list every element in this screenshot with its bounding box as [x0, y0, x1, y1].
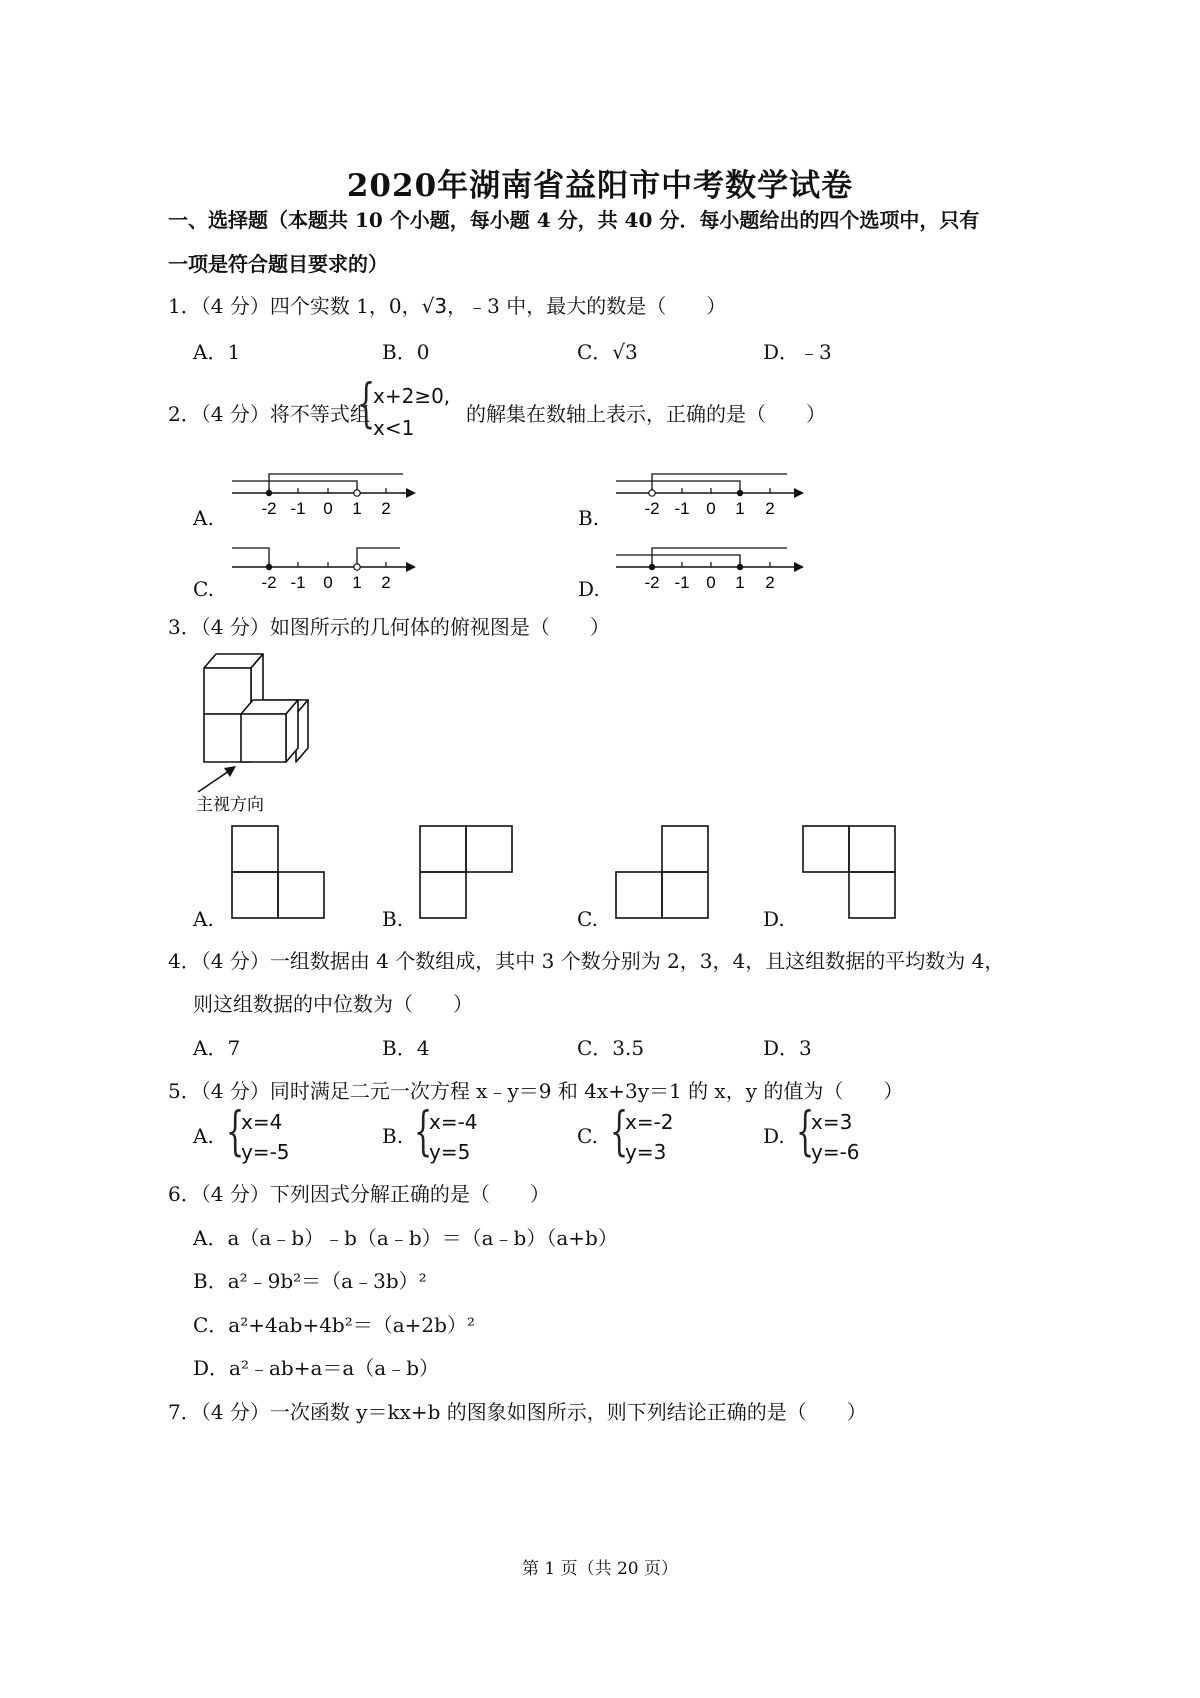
- option-c-line1: x=-2: [625, 1110, 674, 1134]
- question-text: 将不等式组: [269, 402, 370, 426]
- question-score: （4 分）: [200, 402, 270, 426]
- tick-label: 1: [735, 573, 745, 592]
- cube-front-face: [204, 668, 251, 714]
- option-c: C．√3: [577, 340, 638, 364]
- question-5: [168, 1075, 903, 1104]
- option-d-line2: y=-6: [811, 1140, 860, 1164]
- system-brace: {: [796, 1102, 815, 1162]
- question-score: （4 分）: [200, 1182, 270, 1206]
- option-b: B．0: [382, 340, 430, 364]
- option-a: A．a（a﹣b）﹣b（a﹣b）＝（a﹣b）（a+b）: [193, 1226, 618, 1250]
- option-d: D．﹣3: [763, 340, 832, 364]
- option-d-label: D.: [763, 907, 785, 931]
- solution-bracket: [269, 474, 403, 493]
- question-6: [168, 1178, 550, 1207]
- direction-label: 主视方向: [196, 795, 264, 814]
- closed-dot: [649, 564, 655, 570]
- page-footer: 第 1 页（共 20 页）: [521, 1559, 679, 1579]
- tick-label: 2: [765, 499, 775, 518]
- system-brace: {: [226, 1102, 245, 1162]
- option-c: C．3.5: [577, 1036, 645, 1060]
- option-b-label: B.: [382, 907, 404, 931]
- question-4: [168, 945, 1004, 974]
- tick-label: -2: [644, 573, 660, 592]
- option-b-line1: x=-4: [429, 1110, 478, 1134]
- option-b-label: B.: [578, 506, 600, 530]
- open-dot: [354, 490, 360, 496]
- question-number: 7．: [168, 1400, 201, 1424]
- question-text: 四个实数 1，0，: [269, 294, 422, 318]
- system-brace: {: [414, 1102, 433, 1162]
- tick-label: 2: [381, 573, 391, 592]
- closed-dot: [266, 564, 272, 570]
- axis-arrow: [406, 488, 416, 498]
- closed-dot: [737, 564, 743, 570]
- question-number: 2．: [168, 402, 201, 426]
- question-text: 一组数据由 4 个数组成，其中 3 个数分别为 2，3，4，且这组数据的平均数为 4，: [269, 949, 1005, 973]
- direction-arrowhead: [224, 766, 236, 777]
- cube-front-face: [241, 714, 286, 762]
- closed-dot: [737, 490, 743, 496]
- option-b-label: B.: [382, 1124, 404, 1148]
- question-number: 3．: [168, 615, 201, 639]
- tick-label: -1: [290, 573, 306, 592]
- option-d-label: D.: [578, 577, 600, 601]
- option-a-label: A.: [193, 1124, 214, 1148]
- question-score: （4 分）: [200, 615, 270, 639]
- section-heading-line1: 一、选择题（本题共 10 个小题，每小题 4 分，共 40 分．每小题给出的四个选项中，只有: [168, 208, 980, 232]
- top-view-a: [230, 824, 330, 922]
- system-brace: {: [610, 1102, 629, 1162]
- option-b: B．a²﹣9b²＝（a﹣3b）²: [193, 1269, 427, 1293]
- inequality-line-1: x+2≥0,: [373, 384, 451, 408]
- top-view-b: [418, 824, 518, 922]
- inequality-line-2: x<1: [373, 416, 415, 440]
- top-view-d: [801, 824, 901, 922]
- tick-label: 0: [706, 573, 716, 592]
- tick-label: 0: [323, 499, 333, 518]
- option-c-label: C.: [193, 577, 214, 601]
- page-title: 2020年湖南省益阳市中考数学试卷: [346, 168, 854, 204]
- option-a-label: A.: [193, 907, 214, 931]
- question-text: ，﹣3 中，最大的数是（ ）: [447, 294, 727, 318]
- tick-label: -2: [261, 499, 277, 518]
- question-text: 同时满足二元一次方程 x﹣y＝9 和 4x+3y＝1 的 x，y 的值为（ ）: [269, 1079, 904, 1103]
- question-text-line2: 则这组数据的中位数为（ ）: [193, 992, 473, 1016]
- option-d-label: D.: [763, 1124, 785, 1148]
- sqrt-three: √3: [421, 294, 448, 318]
- option-a: A．1: [193, 340, 241, 364]
- tick-label: 1: [352, 499, 362, 518]
- direction-arrow: [198, 769, 232, 792]
- option-b-line2: y=5: [429, 1140, 471, 1164]
- option-c-label: C.: [577, 907, 598, 931]
- question-text: 如图所示的几何体的俯视图是（ ）: [269, 615, 610, 639]
- cube-stack-figure: [190, 650, 320, 815]
- system-brace: {: [357, 374, 376, 434]
- section-heading-line2: 一项是符合题目要求的）: [168, 252, 388, 276]
- option-c-line2: y=3: [625, 1140, 667, 1164]
- question-number: 1．: [168, 294, 201, 318]
- tick-label: -1: [290, 499, 306, 518]
- question-score: （4 分）: [200, 294, 270, 318]
- number-line-c: [228, 540, 418, 596]
- tick-label: -1: [674, 573, 690, 592]
- question-score: （4 分）: [200, 949, 270, 973]
- open-dot: [649, 490, 655, 496]
- tick-label: 1: [352, 573, 362, 592]
- question-7: [168, 1396, 867, 1425]
- tick-label: 2: [765, 573, 775, 592]
- tick-label: 1: [735, 499, 745, 518]
- option-d-line1: x=3: [811, 1110, 853, 1134]
- question-text: 一次函数 y＝kx+b 的图象如图所示，则下列结论正确的是（ ）: [269, 1400, 867, 1424]
- question-number: 6．: [168, 1182, 201, 1206]
- question-text: 下列因式分解正确的是（ ）: [269, 1182, 550, 1206]
- option-d: D．a²﹣ab+a＝a（a﹣b）: [193, 1356, 440, 1380]
- tick-label: -2: [644, 499, 660, 518]
- tick-label: 0: [323, 573, 333, 592]
- question-text: 的解集在数轴上表示，正确的是（ ）: [466, 402, 826, 426]
- tick-label: 2: [381, 499, 391, 518]
- number-line-a: [228, 466, 418, 522]
- question-number: 4．: [168, 949, 201, 973]
- tick-label: -2: [261, 573, 277, 592]
- number-line-d: [612, 540, 807, 596]
- question-score: （4 分）: [200, 1400, 270, 1424]
- option-d: D．3: [763, 1036, 812, 1060]
- option-a: A．7: [193, 1036, 241, 1060]
- option-c: C．a²+4ab+4b²＝（a+2b）²: [193, 1313, 475, 1337]
- option-a-line2: y=-5: [241, 1140, 290, 1164]
- solution-bracket: [232, 481, 357, 493]
- tick-label: 0: [706, 499, 716, 518]
- question-number: 5．: [168, 1079, 201, 1103]
- tick-label: -1: [674, 499, 690, 518]
- top-view-c: [614, 824, 714, 922]
- closed-dot: [266, 490, 272, 496]
- question-score: （4 分）: [200, 1079, 270, 1103]
- question-2: [168, 398, 370, 427]
- question-3: [168, 611, 610, 640]
- option-a-label: A.: [193, 506, 214, 530]
- number-line-b: [612, 466, 807, 522]
- option-a-line1: x=4: [241, 1110, 283, 1134]
- option-c-label: C.: [577, 1124, 598, 1148]
- open-dot: [354, 564, 360, 570]
- question-1: [168, 290, 726, 319]
- option-b: B．4: [382, 1036, 430, 1060]
